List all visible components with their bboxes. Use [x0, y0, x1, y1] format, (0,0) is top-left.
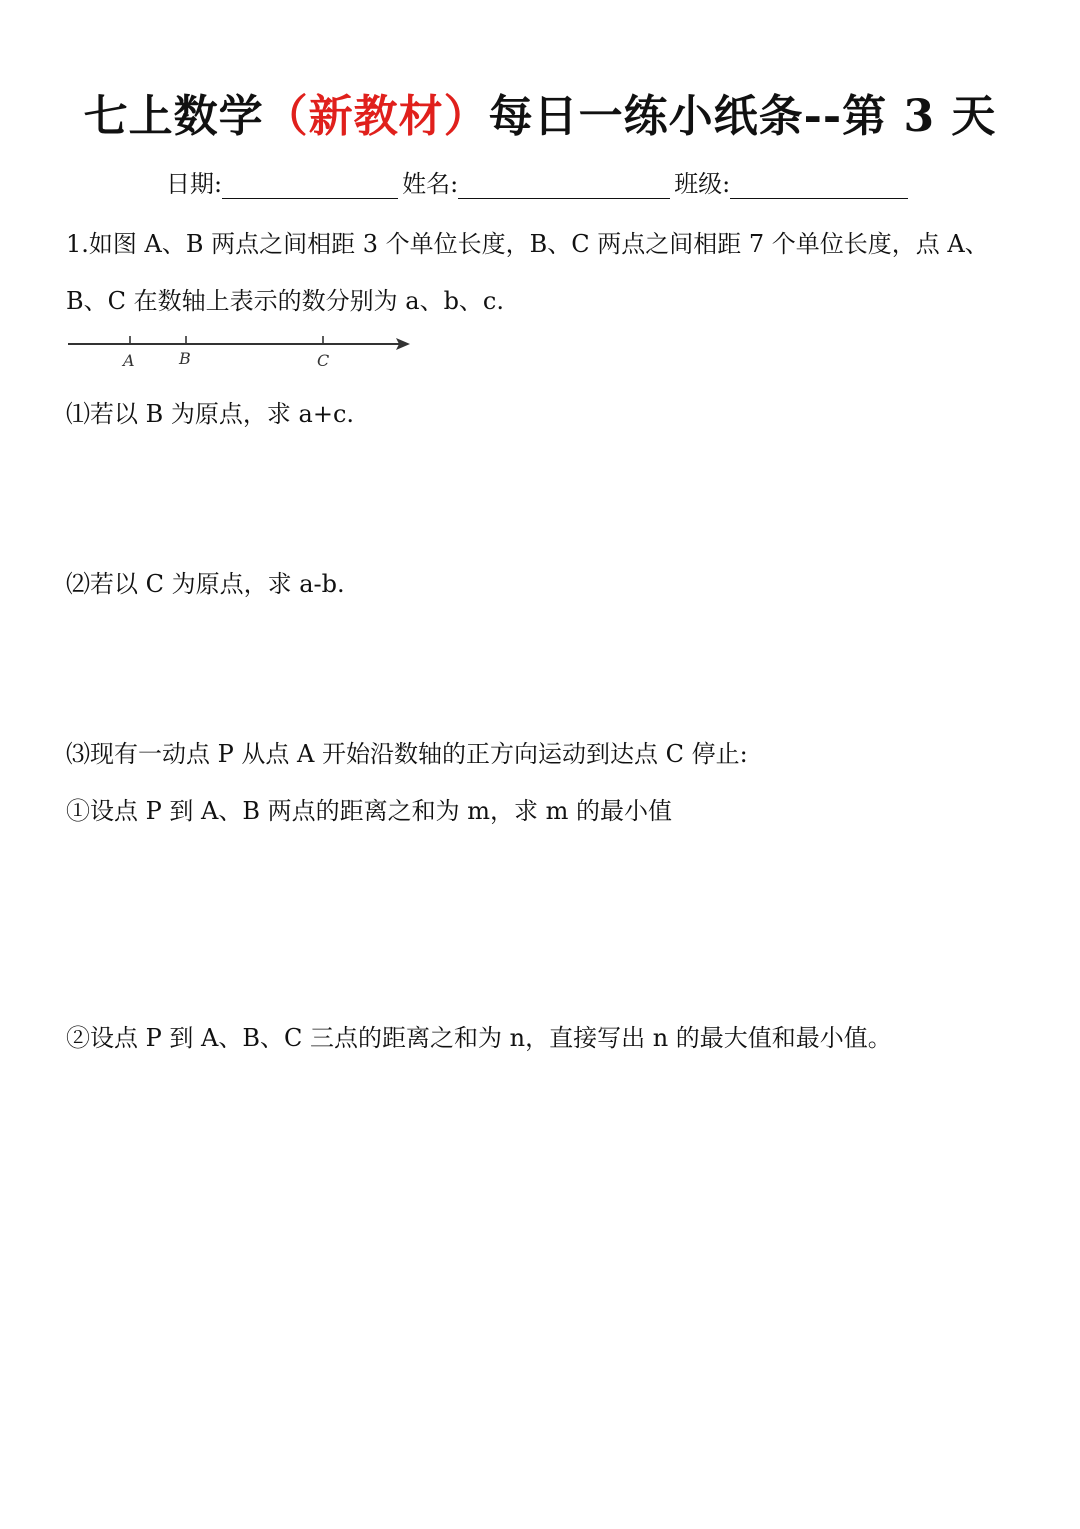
worksheet-title	[0, 80, 1080, 144]
student-info-row	[166, 164, 912, 199]
title-suffix: 每日一练小纸条--第 3 天	[488, 91, 997, 142]
part-1: ⑴若以 B 为原点，求 a+c.	[66, 400, 355, 428]
class-blank[interactable]	[730, 174, 908, 199]
name-label: 姓名:	[402, 170, 459, 198]
label-a: A	[123, 351, 135, 370]
name-blank[interactable]	[458, 174, 670, 199]
part-2: ⑵若以 C 为原点，求 a-b.	[66, 570, 345, 598]
title-prefix: 七上数学	[83, 91, 264, 142]
date-label: 日期:	[166, 170, 223, 198]
class-label: 班级:	[674, 170, 731, 198]
question-stem-line-2: B、C 在数轴上表示的数分别为 a、b、c.	[66, 287, 504, 315]
number-line-figure	[66, 328, 416, 372]
part-3-sub-1: ①设点 P 到 A、B 两点的距离之和为 m，求 m 的最小值	[66, 797, 673, 825]
date-blank[interactable]	[222, 174, 398, 199]
label-c: C	[317, 351, 330, 370]
question-stem-line-1: 1.如图 A、B 两点之间相距 3 个单位长度，B、C 两点之间相距 7 个单位长度，点 A、	[66, 230, 989, 258]
part-3: ⑶现有一动点 P 从点 A 开始沿数轴的正方向运动到达点 C 停止:	[66, 740, 748, 768]
label-b: B	[179, 349, 191, 368]
title-highlight: （新教材）	[263, 91, 489, 142]
part-3-sub-2: ②设点 P 到 A、B、C 三点的距离之和为 n，直接写出 n 的最大值和最小值。	[66, 1024, 892, 1052]
